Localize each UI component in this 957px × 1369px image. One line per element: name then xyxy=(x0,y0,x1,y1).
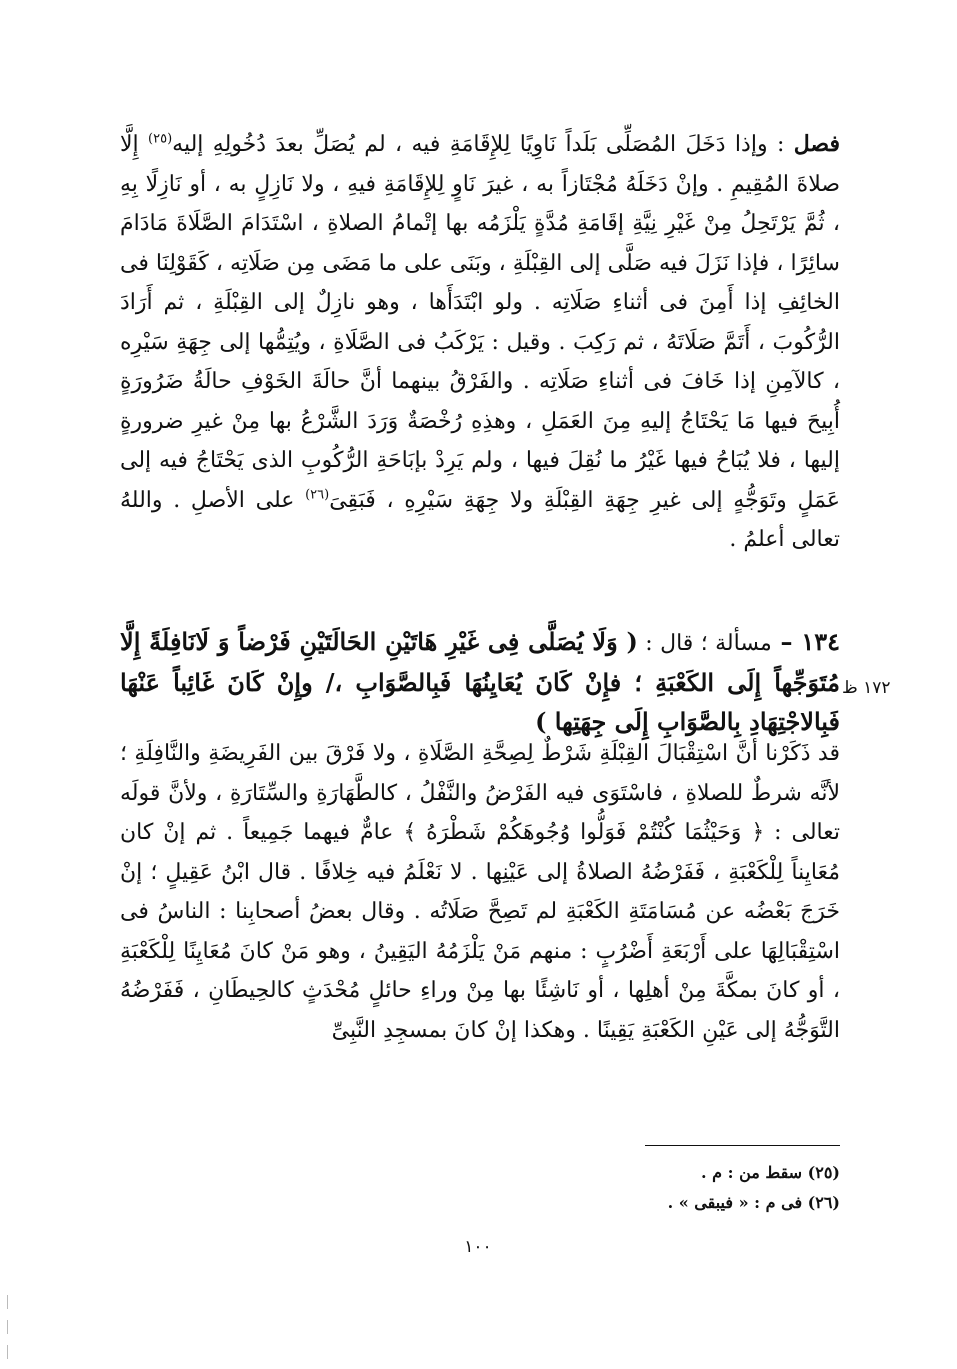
scan-edge-mark xyxy=(7,1295,8,1309)
paragraph-fasl xyxy=(120,125,840,560)
footnote-ref-26: (٢٦) xyxy=(305,487,330,503)
page-number: ١٠٠ xyxy=(464,1237,492,1257)
paragraph-text-continued: إِلَّا صلاةَ المُقِيمِ . وإنْ دَخَلَهُ مُجْتَازاً به ، غيرَ نَاوٍ لِلإِقَامَةِ فيهِ ، ولا نَازِلٍ به ، أو نَازِلًا بِهِ ، ثُمَّ يَرْتَحِلُ مِنْ غَيْرِ نِيَّةِ إقَامَةِ مُدَّةٍ يَلْزَمُه بها إتْمامُ الصلاةِ ، اسْتَدَامَ الصَّلَاةَ مَادَامَ سائِرًا ، فإذا نَزَلَ فيه صَلَّى إلى القِبْلَةِ ، وبَنَى على ما مَضَى مِن صَلَاتِه ، كَقَوْلِنَا فى الخائِفِ إذا أَمِنَ فى أثناءِ صَلَاتِه . ولو ابْتَدَأَها ، وهو نازِلٌ إلى القِبْلَةِ ، ثم أَرَادَ الرُّكُوبَ ، أَتَمَّ صَلَاتَهُ ، ثم رَكِبَ . وقيل : يَرْكَبُ فى الصَّلَاةِ ، ويُتِمُّها إلى جِهَةِ سَيْرِه ، كالآمِنِ إذا خَافَ فى أثناءِ صَلَاتِه . والفَرْقُ بينهما أنَّ حالَةَ الخَوْفِ حالَةُ ضَرُورَةٍ أُبِيحَ فيها مَا يَحْتَاجُ إليهِ مِنَ العَمَلِ ، وهذِهِ رُخْصَةٌ وَرَدَ الشَّرْعُ بها مِنْ غيرِ ضرورةٍ إليها ، فلا يُبَاحُ فيها غَيْرُ ما نُقِلَ فيها ، ولم يَرِدْ بإبَاحَةِ الرُّكُوبِ الذى يَحْتَاجُ فيه إلى عَمَلٍ وتَوَجُّهٍ إلى غيرِ جِهَةِ القِبْلَةِ ولا جِهَةِ سَيْرِهِ ، فَبَقِىَ xyxy=(120,132,840,513)
paragraph-text: : وإذا دَخَلَ المُصَلِّى بَلَداً نَاوِيًا لِلإِقَامَةِ فيه ، لم يُصَلِّ بعدَ دُخُولِهِ إليه xyxy=(172,132,794,157)
paragraph-commentary xyxy=(120,734,840,1050)
masala-number: ١٣٤ xyxy=(801,627,840,656)
scan-edge-mark xyxy=(7,1345,8,1359)
footnotes xyxy=(120,1158,840,1218)
footnote-divider xyxy=(645,1145,840,1146)
scan-edge-mark xyxy=(7,1320,8,1334)
commentary-text: قد ذَكَرْنا أنَّ اسْتِقْبَالَ القِبْلَةِ شَرْطٌ لِصِحَّةِ الصَّلَاةِ ، ولا فَرْقَ بين الفَرِيضَةِ والنَّافِلَةِ ؛ لأنَّه شرطٌ للصلاةِ ، فاسْتَوَى فيه الفَرْضُ والنَّفْلُ ، كالطَّهَارَةِ والسِّتَارَةِ ، ولأنَّ قولَه تعالى : ﴿ وَحَيْثُمَا كُنْتُمْ فَوَلُّوا وُجُوهَكُمْ شَطْرَهُ ﴾ عامٌّ فيهما جَمِيعاً . ثم إنْ كان مُعَايِناً لِلْكَعْبَةِ ، فَفَرْضُهُ الصلاةُ إلى عَيْنِها . لا نَعْلَمُ فيه خِلافًا . قال ابْنُ عَقِيلٍ ؛ إنْ خَرَجَ بَعْضُه عن مُسَامَتَةِ الكَعْبَةِ لم تَصِحَّ صَلَاتُه . وقال بعضُ أصحابِنا : الناسُ فى اسْتِقْبَالِهَا على أَرْبَعَةِ أَضْرُبٍ : منهم مَنْ يَلْزَمُهُ اليَقِينُ ، وهو مَنْ كانَ مُعَايِنًا لِلْكَعْبَةِ ، أو كانَ بمكَّةَ مِنْ أهلِها ، أو نَاشِئًا بها مِنْ وراءِ حائلٍ مُحْدَثٍ كالحِيطَانِ ، فَفَرْضُهُ التَّوَجُّهُ إلى عَيْنِ الكَعْبَةِ يَقِينًا . وهكذا إنْ كانَ بمسجِدِ النَّبِىِّ xyxy=(120,741,840,1043)
section-heading-fasl: فصل xyxy=(793,131,840,157)
margin-folio-note: ١٧٢ ظ xyxy=(842,678,891,698)
footnote-ref-25: (٢٥) xyxy=(148,131,173,147)
paragraph-text-end: على الأصلِ . واللهُ تعالى أعلمُ . xyxy=(120,487,840,552)
masala-dash: – xyxy=(771,627,802,656)
footnote-25: (٢٥) سقط من : م . xyxy=(700,1163,840,1182)
paragraph-masala-134 xyxy=(120,622,840,741)
masala-label: مسألة ؛ قال : xyxy=(637,631,772,656)
masala-text: ( وَلَا يُصَلَّى فِى غَيْرِ هَاتَيْنِ الحَالَتَيْنِ فَرْضاً وَ لَانَافِلَةً إِلَّا مُتَوَجِّهاً إِلَى الكَعْبَةِ ؛ فإِنْ كَانَ يُعَايِنُهَا فَبِالصَّوَابِ ،/ وإِنْ كَانَ غَائِباً عَنْهَا فَبِالاجْتِهَادِ بِالصَّوَابِ إِلَى جِهَتِها ) xyxy=(120,627,840,736)
footnote-26: (٢٦) فى م : « فيبقى » . xyxy=(667,1193,840,1212)
